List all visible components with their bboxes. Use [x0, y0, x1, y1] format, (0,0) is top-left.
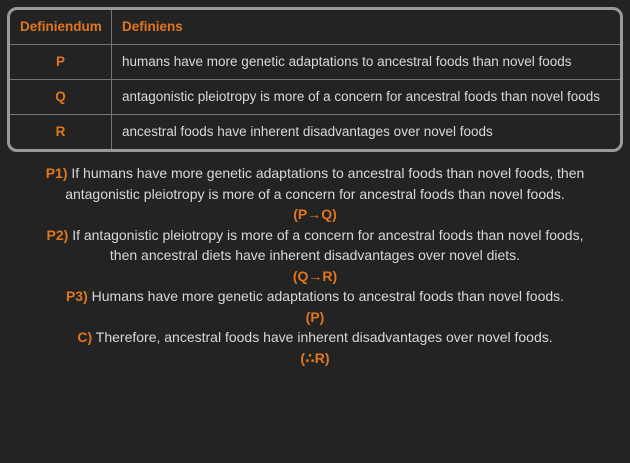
table-row: [10, 114, 620, 149]
premise-label-p1: P1): [45, 165, 68, 181]
conclusion-label: C): [77, 329, 93, 345]
formula-p3: (P): [305, 308, 325, 325]
table-row: [10, 79, 620, 114]
premise-text-p3: Humans have more genetic adaptations to ancestral foods than novel foods.: [91, 288, 565, 304]
definition-cell-q: antagonistic pleiotropy is more of a concern for ancestral foods than novel foods: [122, 89, 601, 104]
formula-p2: (Q→R): [292, 267, 338, 284]
table-row: [10, 44, 620, 79]
conclusion-text: Therefore, ancestral foods have inherent disadvantages over novel foods.: [95, 329, 553, 345]
premise-label-p2: P2): [46, 226, 69, 243]
logic-argument-page: [7, 7, 623, 368]
term-cell-p: P: [10, 45, 112, 79]
definition-cell-r: ancestral foods have inherent disadvantages over novel foods: [122, 124, 493, 139]
premise-p1: [37, 163, 593, 204]
term-cell-q: Q: [10, 80, 112, 114]
formula-p1: (P→Q): [293, 206, 337, 222]
column-header-definiens: Definiens: [122, 19, 183, 34]
column-header-definiendum: Definiendum: [10, 10, 112, 44]
premise-p3: [37, 286, 593, 307]
table-header-row: [10, 10, 620, 44]
premise-text-p1: If humans have more genetic adaptations to ancestral foods than novel foods, then antagonistic pleiotropy is more of a concern for ancestral foods than novel foods.: [65, 165, 585, 202]
term-cell-r: R: [10, 115, 112, 149]
argument-block: [37, 163, 593, 368]
definition-cell-p: humans have more genetic adaptations to ancestral foods than novel foods: [122, 54, 572, 69]
premise-p2: [37, 225, 593, 266]
formula-conclusion: (∴R): [300, 349, 330, 366]
definitions-table: [7, 7, 623, 152]
conclusion: [37, 327, 593, 348]
premise-label-p3: P3): [65, 288, 88, 304]
premise-text-p2: If antagonistic pleiotropy is more of a concern for ancestral foods than novel foods, then ancestral diets have inherent disadvantages over novel diets.: [72, 226, 584, 263]
